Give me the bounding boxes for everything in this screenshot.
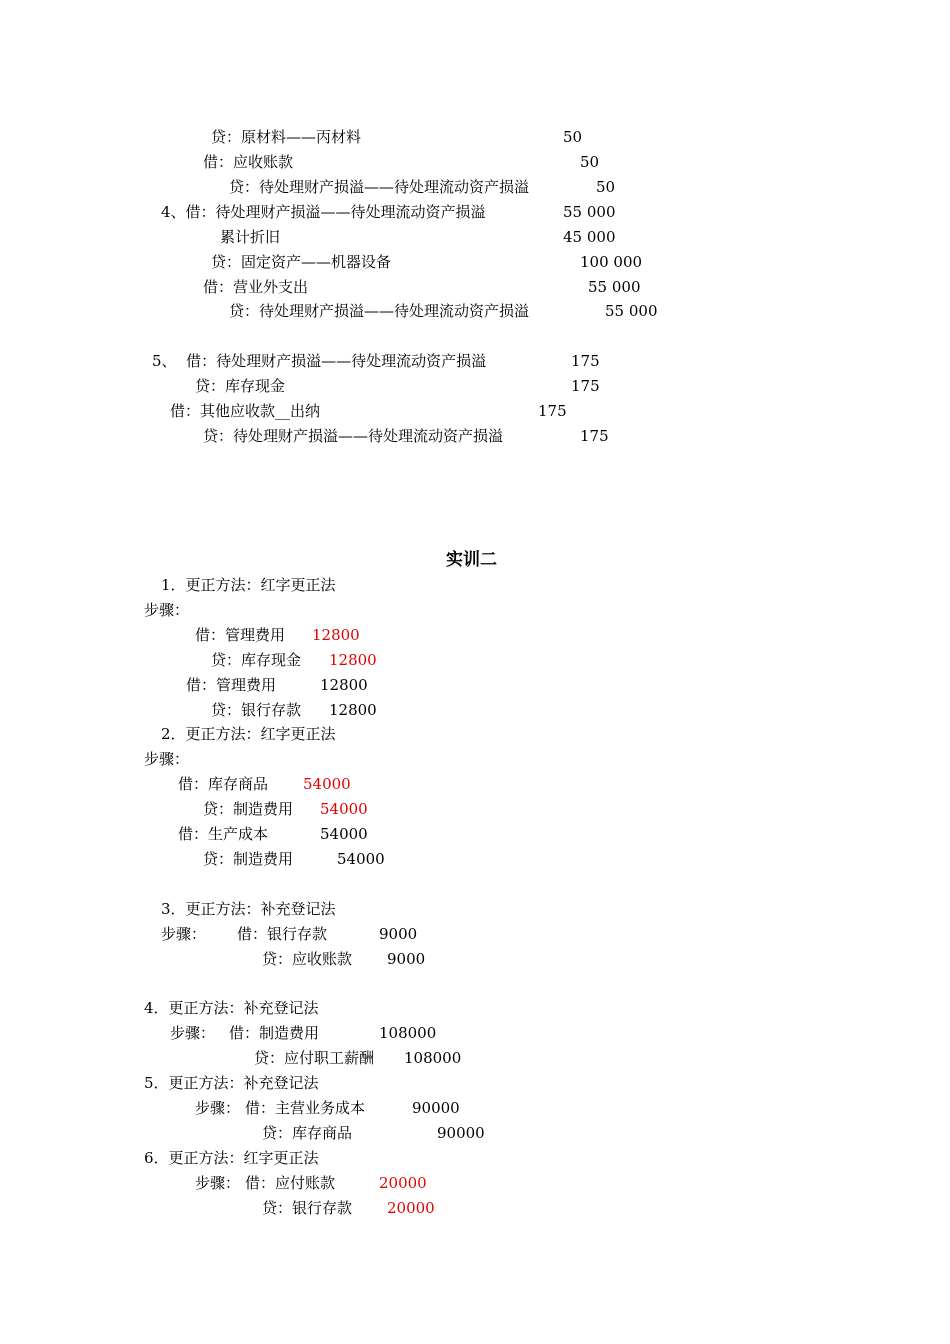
entry-line-text: 5、 借：待处理财产损溢——待处理流动资产损溢 [152,352,487,370]
entry-line-amount: 12800 [329,701,377,719]
entry-line-text: 贷：待处理财产损溢——待处理流动资产损溢 [203,427,504,445]
entry-line-text: 借：生产成本 [178,825,269,843]
entry-line-text: 借：管理费用 [195,626,286,644]
entry-line-amount: 50 [563,128,583,146]
entry-line-text: 贷：库存现金 [211,651,302,669]
correction-method: 2．更正方法：红字更正法 [161,725,336,743]
entry-line-text: 4、借：待处理财产损溢——待处理流动资产损溢 [161,203,486,221]
steps-label: 步骤： [161,925,207,943]
entry-line-text: 借：主营业务成本 [245,1099,366,1117]
entry-line-amount: 12800 [320,676,368,694]
entry-line-amount: 108000 [379,1024,437,1042]
entry-line-text: 借：营业外支出 [203,278,309,296]
entry-line-text: 贷：应收账款 [262,950,353,968]
entry-line-amount: 90000 [412,1099,460,1117]
steps-label: 步骤： [195,1099,241,1117]
entry-line-text: 贷：应付职工薪酬 [254,1049,375,1067]
entry-line-amount: 90000 [437,1124,485,1142]
correction-method: 6．更正方法：红字更正法 [144,1149,319,1167]
steps-label: 步骤： [144,750,190,768]
entry-line-text: 借：银行存款 [237,925,328,943]
entry-line-text: 借：库存商品 [178,775,269,793]
entry-line-amount: 9000 [379,925,418,943]
entry-line-text: 贷：库存商品 [262,1124,353,1142]
entry-line-text: 贷：待处理财产损溢——待处理流动资产损溢 [229,178,530,196]
entry-line-text: 贷：库存现金 [195,377,286,395]
entry-line-amount: 55 000 [605,302,658,320]
entry-line-amount: 54000 [337,850,385,868]
entry-line-text: 累计折旧 [220,228,281,246]
correction-method: 3．更正方法：补充登记法 [161,900,336,918]
entry-line-amount: 9000 [387,950,426,968]
red-amount: 12800 [329,651,377,669]
entry-line-amount: 100 000 [580,253,643,271]
entry-line-amount: 45 000 [563,228,616,246]
entry-line-text: 贷：制造费用 [203,850,294,868]
correction-method: 5．更正方法：补充登记法 [144,1074,319,1092]
entry-line-text: 借：管理费用 [186,676,277,694]
steps-label: 步骤： [170,1024,216,1042]
entry-line-text: 借：应付账款 [245,1174,336,1192]
entry-line-text: 借：应收账款 [203,153,294,171]
entry-line-amount: 175 [538,402,567,420]
entry-line-amount: 54000 [320,825,368,843]
red-amount: 20000 [387,1199,435,1217]
section-title: 实训二 [446,550,497,570]
red-amount: 54000 [303,775,351,793]
entry-line-text: 贷：固定资产——机器设备 [211,253,392,271]
entry-line-text: 贷：银行存款 [211,701,302,719]
entry-line-amount: 108000 [404,1049,462,1067]
entry-line-amount: 175 [571,377,600,395]
entry-line-text: 贷：待处理财产损溢——待处理流动资产损溢 [229,302,530,320]
entry-line-text: 贷：制造费用 [203,800,294,818]
entry-line-text: 借：制造费用 [229,1024,320,1042]
steps-label: 步骤： [144,601,190,619]
entry-line-amount: 55 000 [563,203,616,221]
red-amount: 12800 [312,626,360,644]
entry-line-amount: 175 [571,352,600,370]
entry-line-amount: 55 000 [588,278,641,296]
red-amount: 54000 [320,800,368,818]
red-amount: 20000 [379,1174,427,1192]
entry-line-text: 贷：银行存款 [262,1199,353,1217]
steps-label: 步骤： [195,1174,241,1192]
entry-line-text: 借：其他应收款__出纳 [170,402,321,420]
correction-method: 4．更正方法：补充登记法 [144,999,319,1017]
entry-line-text: 贷：原材料——丙材料 [211,128,362,146]
entry-line-amount: 175 [580,427,609,445]
correction-method: 1．更正方法：红字更正法 [161,576,336,594]
entry-line-amount: 50 [580,153,600,171]
entry-line-amount: 50 [596,178,616,196]
